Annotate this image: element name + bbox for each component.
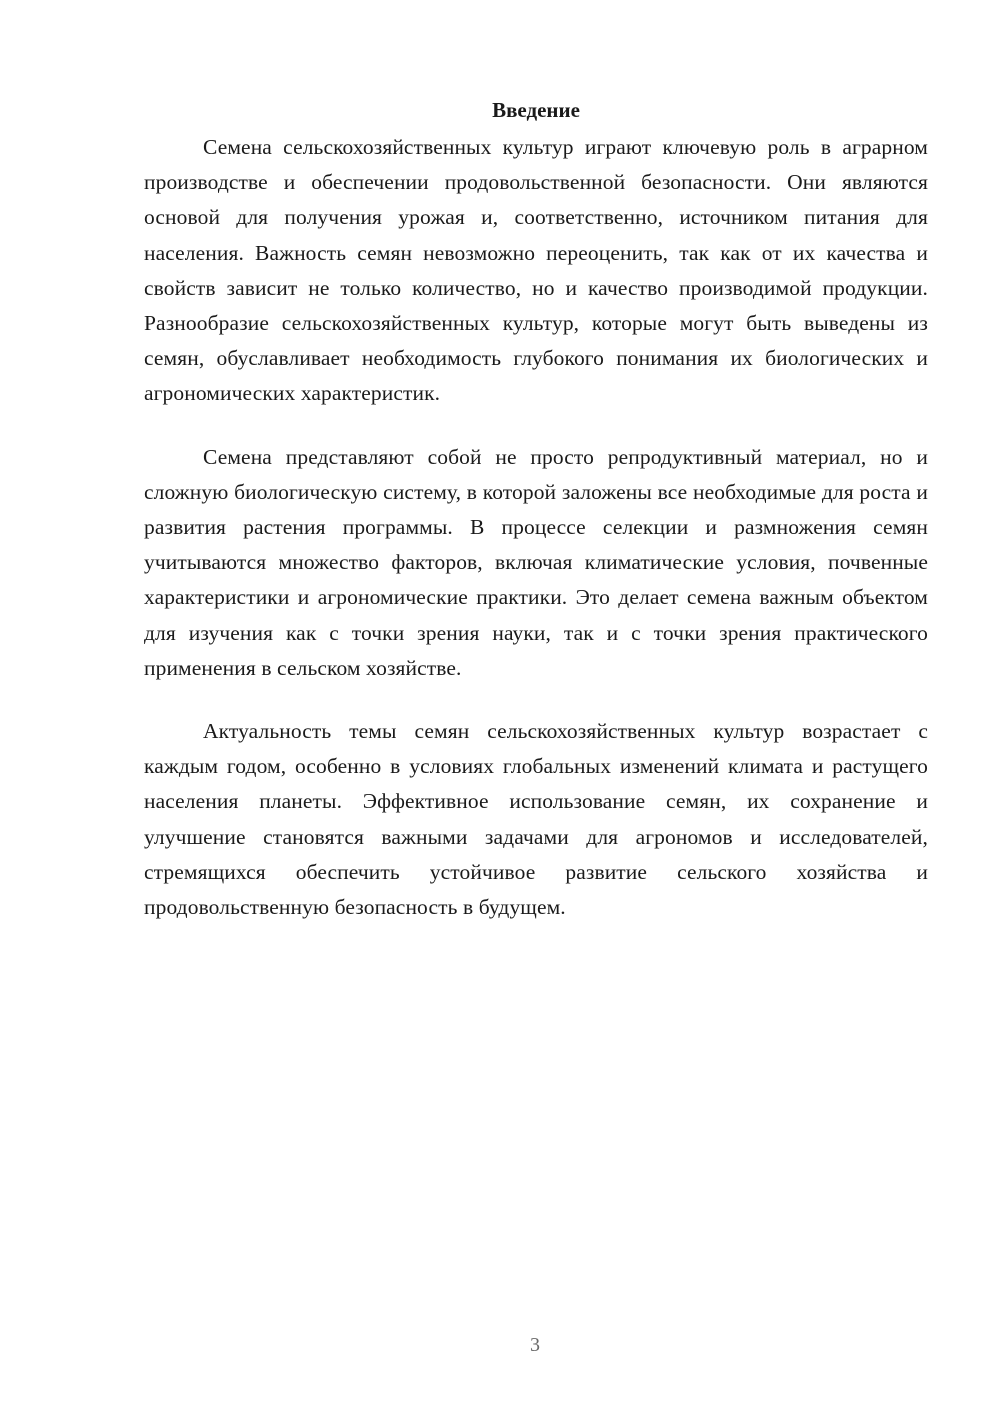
paragraph-3: Актуальность темы семян сельскохозяйственных культур возрастает с каждым годом, особенно в условиях глобальных изменений климата и растущего населения планеты. Эффективное использование семян, их сохранение и улучшение становятся важными задачами для агрономов и исследователей, стремящихся обеспечить устойчивое развитие сельского хозяйства и продовольственную безопасность в будущем. [144, 719, 928, 920]
paragraph-1: Семена сельскохозяйственных культур играют ключевую роль в аграрном производстве и обеспечении продовольственной безопасности. Они являются основой для получения урожая и, соответственно, источником питания для населения. Важность семян невозможно переоценить, так как от их качества и свойств зависит не только количество, но и качество производимой продукции. Разнообразие сельскохозяйственных культур, которые могут быть выведены из семян, обуславливает необходимость глубокого понимания их биологических и агрономических характеристик. [144, 135, 928, 406]
section-heading: Введение [492, 98, 580, 122]
page-content [144, 90, 928, 925]
page-number: 3 [530, 1334, 540, 1356]
paragraph-2: Семена представляют собой не просто репродуктивный материал, но и сложную биологическую систему, в которой заложены все необходимые для роста и развития растения программы. В процессе селекции и размножения семян учитываются множество факторов, включая климатические условия, почвенные характеристики и агрономические практики. Это делает семена важным объектом для изучения как с точки зрения науки, так и с точки зрения практического применения в сельском хозяйстве. [144, 444, 928, 680]
